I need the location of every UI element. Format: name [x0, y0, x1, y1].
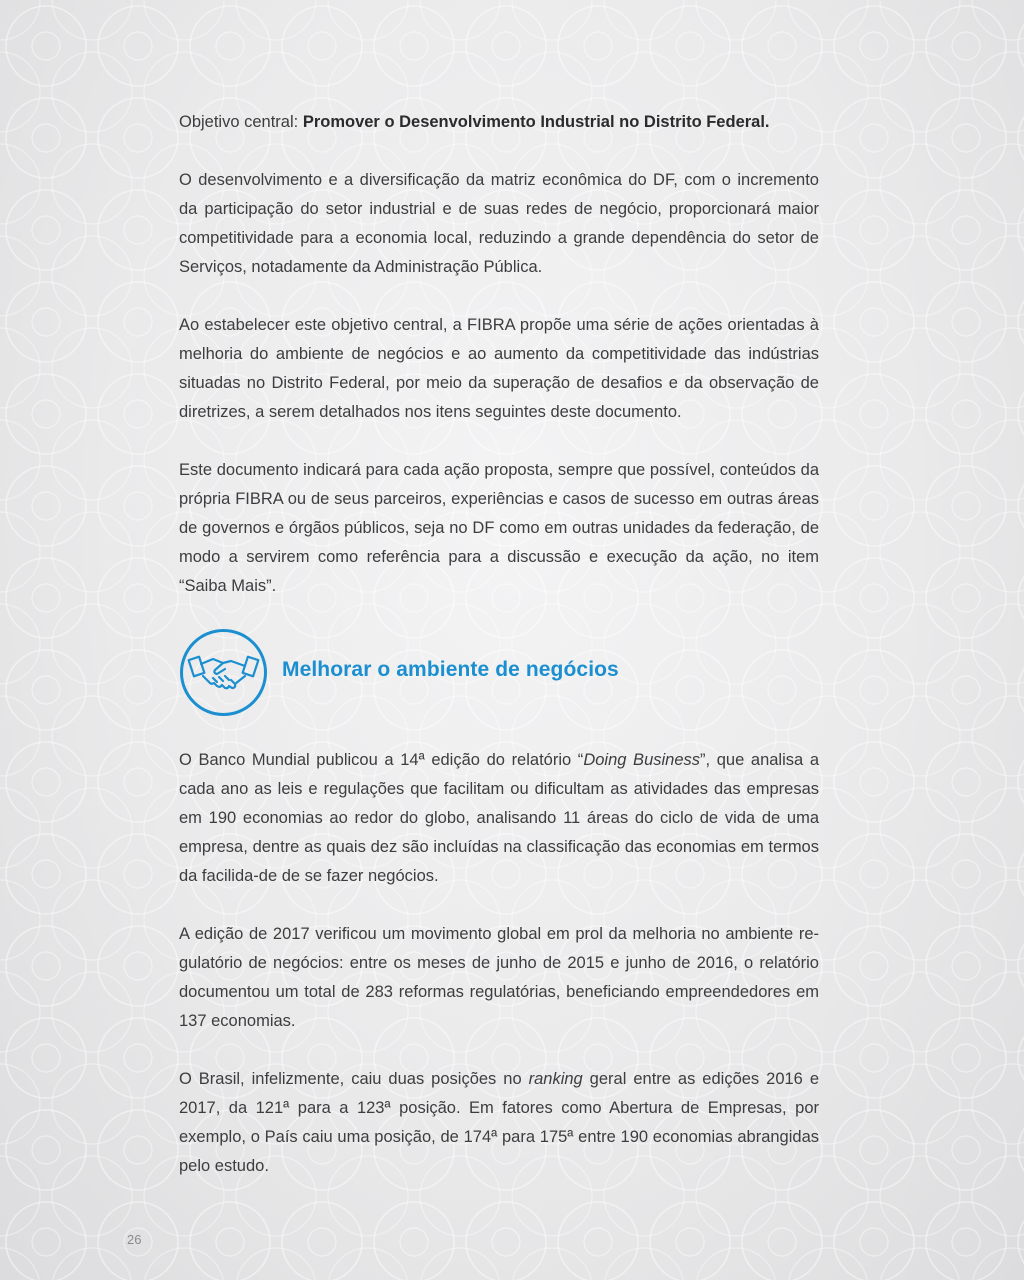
- intro-section: [179, 108, 819, 601]
- paragraph-1: O desenvolvimento e a diversificação da matriz econômica do DF, com o incremento da participação do setor industrial e de suas redes de negócio, proporcionará maior competitividade para a economia local, reduzindo a grande dependência do setor de Serviços, notadamente da Administração Pública.: [179, 171, 819, 276]
- paragraph-3: Este documento indicará para cada ação proposta, sempre que possível, conteúdos da própria FIBRA ou de seus parceiros, experiências e casos de sucesso em outras áreas de governos e órgãos públicos, seja no DF como em outras unidades da federação, de modo a servirem como referência para a discussão e execução da ação, no item “Saiba Mais”.: [179, 461, 819, 595]
- section-title: Melhorar o ambiente de negócios: [282, 658, 619, 681]
- objective-text: Promover o Desenvolvimento Industrial no Distrito Federal.: [302, 113, 770, 131]
- objective-line: [179, 108, 819, 137]
- page-number: 26: [127, 1232, 142, 1247]
- doing-business-title: Doing Business: [583, 751, 701, 769]
- ranking-word: ranking: [528, 1070, 583, 1088]
- section-paragraph-2: A edição de 2017 verificou um movimento global em prol da melhoria no ambiente re-gulatório de negócios: entre os meses de junho de 2015 e junho de 2016, o relatório documentou um total de 283 reformas regulatórias, beneficiando empreendedores em 137 economias.: [179, 925, 819, 1030]
- handshake-icon: [179, 628, 268, 717]
- section-paragraph-1: O Banco Mundial publicou a 14ª edição do relatório “Doing Business”, que analisa a cada ano as leis e regulações que facilitam ou dificultam as atividades das empresas em 190 economias ao redor do globo, analisando 11 áreas do ciclo de vida de uma empresa, dentre as quais dez são incluídas na classificação das economias em termos da facilida-de de se fazer negócios.: [179, 751, 819, 885]
- objective-label: Objetivo central:: [179, 113, 299, 131]
- section-body: [179, 746, 819, 1181]
- section-paragraph-3: O Brasil, infelizmente, caiu duas posições no ranking geral entre as edições 2016 e 2017, da 121ª para a 123ª posição. Em fatores como Abertura de Empresas, por exemplo, o País caiu uma posição, de 174ª para 175ª entre 190 economias abrangidas pelo estudo.: [179, 1070, 819, 1175]
- section-header: [179, 628, 819, 718]
- paragraph-2: Ao estabelecer este objetivo central, a FIBRA propõe uma série de ações orientadas à melhoria do ambiente de negócios e ao aumento da competitividade das indústrias situadas no Distrito Federal, por meio da superação de desafios e da observação de diretrizes, a serem detalhados nos itens seguintes deste documento.: [179, 316, 819, 421]
